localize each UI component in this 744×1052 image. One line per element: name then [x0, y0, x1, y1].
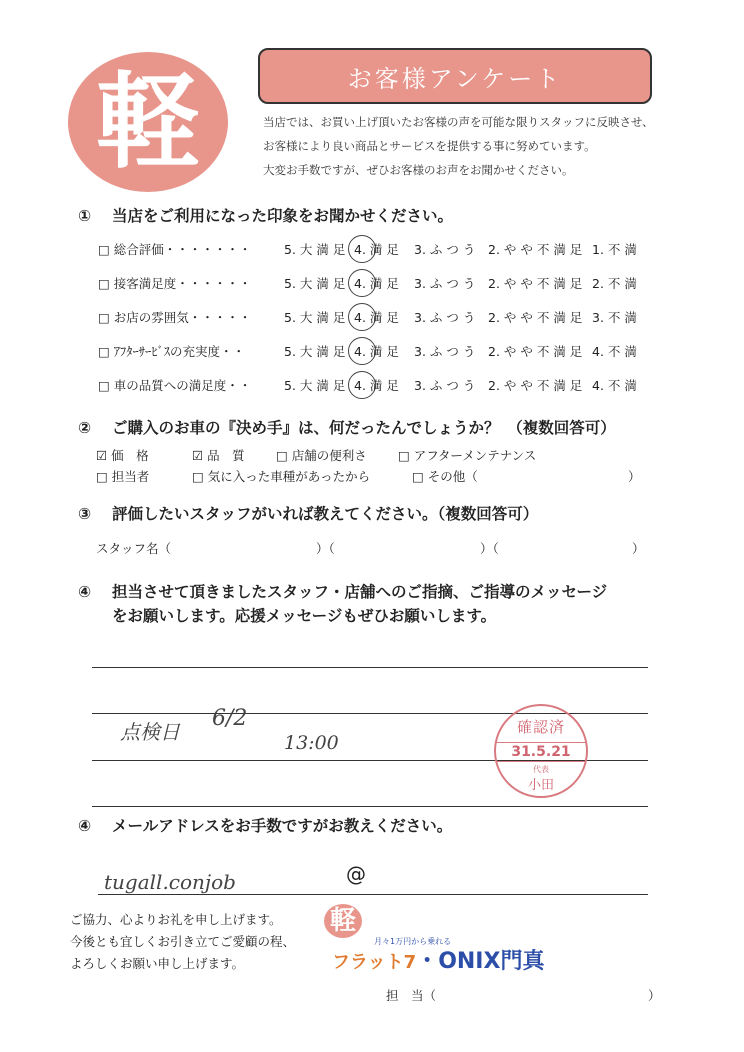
- q2-option-other[interactable]: □ その他（: [412, 469, 478, 484]
- q5-heading: ④ メールアドレスをお手数ですがお教えください。: [78, 817, 453, 835]
- brand-kei-logo: 軽: [324, 904, 362, 938]
- q2-option-price[interactable]: ☑ 価 格: [96, 448, 149, 463]
- q4-heading-line-2: をお願いします。応援メッセージもぜひお願いします。: [112, 607, 497, 625]
- rating-label: □ ｱﾌﾀｰｻｰﾋﾞｽの充実度・・: [98, 344, 246, 359]
- selected-circle-mark: [348, 337, 376, 365]
- tantou-close: ）: [648, 988, 661, 1003]
- tantou-label: 担 当（: [386, 988, 437, 1003]
- staff-name-separator-2: ）（: [480, 541, 499, 556]
- brand-tagline: 月々1万円から乗れる: [374, 937, 452, 946]
- q1-heading: ① 当店をご利用になった印象をお聞かせください。: [78, 207, 454, 225]
- option-dissatisfied[interactable]: 1. 不 満: [592, 242, 637, 257]
- q4-heading: ④ 担当させて頂きましたスタッフ・店舗へのご指摘、ご指導のメッセージ: [78, 583, 608, 601]
- option-somewhat-dissatisfied[interactable]: 2. や や 不 満 足: [488, 378, 583, 393]
- option-very-satisfied[interactable]: 5. 大 満 足: [284, 378, 346, 393]
- rating-row: [98, 308, 658, 330]
- option-dissatisfied[interactable]: 3. 不 満: [592, 310, 637, 325]
- rating-row: [98, 376, 658, 398]
- q2-other-close: ）: [628, 469, 641, 484]
- rating-label: □ 接客満足度・・・・・・: [98, 276, 252, 291]
- rating-row: [98, 342, 658, 364]
- option-neutral[interactable]: 3. ふ つ う: [414, 276, 476, 291]
- option-satisfied[interactable]: 4. 満 足: [354, 242, 399, 257]
- staff-name-separator-1: ）（: [316, 541, 335, 556]
- kei-logo: 軽: [68, 52, 228, 192]
- q2-option-car-model[interactable]: □ 気に入った車種があったから: [192, 469, 371, 484]
- q2-option-staff[interactable]: □ 担当者: [96, 469, 150, 484]
- option-dissatisfied[interactable]: 4. 不 満: [592, 344, 637, 359]
- rating-row: [98, 240, 658, 262]
- email-line[interactable]: [98, 894, 648, 895]
- option-somewhat-dissatisfied[interactable]: 2. や や 不 満 足: [488, 242, 583, 257]
- rating-row: [98, 274, 658, 296]
- option-neutral[interactable]: 3. ふ つ う: [414, 344, 476, 359]
- option-very-satisfied[interactable]: 5. 大 満 足: [284, 242, 346, 257]
- selected-circle-mark: [348, 235, 376, 263]
- option-somewhat-dissatisfied[interactable]: 2. や や 不 満 足: [488, 344, 583, 359]
- message-line-4: [92, 806, 648, 807]
- approval-stamp: 確認済 31.5.21 代表 小田: [494, 704, 588, 798]
- message-line-1: [92, 667, 648, 668]
- option-satisfied[interactable]: 4. 満 足: [354, 310, 399, 325]
- option-very-satisfied[interactable]: 5. 大 満 足: [284, 276, 346, 291]
- handwritten-email: tugall.conjob: [104, 870, 236, 894]
- closing-line-3: よろしくお願い申し上げます。: [70, 956, 245, 971]
- q2-option-quality[interactable]: ☑ 品 質: [192, 448, 245, 463]
- q3-heading: ③ 評価したいスタッフがいれば教えてください。（複数回答可）: [78, 505, 539, 523]
- q2-option-convenience[interactable]: □ 店舗の便利さ: [276, 448, 367, 463]
- intro-line-2: お客様により良い商品とサービスを提供する事に努めています。: [263, 139, 596, 153]
- brand-name: フラット7・ONIX門真: [332, 949, 545, 974]
- intro-line-1: 当店では、お買い上げ頂いたお客様の声を可能な限りスタッフに反映させ、: [263, 115, 654, 129]
- option-dissatisfied[interactable]: 4. 不 満: [592, 378, 637, 393]
- at-sign: @: [346, 862, 366, 886]
- option-neutral[interactable]: 3. ふ つ う: [414, 242, 476, 257]
- page-title: お客様アンケート: [258, 48, 652, 104]
- option-somewhat-dissatisfied[interactable]: 2. や や 不 満 足: [488, 310, 583, 325]
- handwritten-date: 6/2: [212, 706, 248, 731]
- option-very-satisfied[interactable]: 5. 大 満 足: [284, 344, 346, 359]
- staff-name-close: ）: [632, 541, 645, 556]
- option-satisfied[interactable]: 4. 満 足: [354, 276, 399, 291]
- option-satisfied[interactable]: 4. 満 足: [354, 378, 399, 393]
- option-satisfied[interactable]: 4. 満 足: [354, 344, 399, 359]
- closing-line-1: ご協力、心よりお礼を申し上げます。: [70, 912, 282, 927]
- option-dissatisfied[interactable]: 2. 不 満: [592, 276, 637, 291]
- option-somewhat-dissatisfied[interactable]: 2. や や 不 満 足: [488, 276, 583, 291]
- q2-option-maintenance[interactable]: □ アフターメンテナンス: [398, 448, 537, 463]
- selected-circle-mark: [348, 371, 376, 399]
- rating-label: □ 車の品質への満足度・・: [98, 378, 252, 393]
- q2-heading: ② ご購入のお車の『決め手』は、何だったんでしょうか？ （複数回答可）: [78, 419, 616, 437]
- intro-line-3: 大変お手数ですが、ぜひお客様のお声をお聞かせください。: [263, 163, 574, 177]
- handwritten-label: 点検日: [120, 720, 180, 744]
- handwritten-time: 13:00: [284, 732, 339, 754]
- option-neutral[interactable]: 3. ふ つ う: [414, 310, 476, 325]
- selected-circle-mark: [348, 303, 376, 331]
- staff-name-label: スタッフ名（: [96, 541, 172, 556]
- closing-line-2: 今後とも宜しくお引き立てご愛顧の程、: [70, 934, 296, 949]
- option-very-satisfied[interactable]: 5. 大 満 足: [284, 310, 346, 325]
- rating-label: □ 総合評価・・・・・・・: [98, 242, 252, 257]
- option-neutral[interactable]: 3. ふ つ う: [414, 378, 476, 393]
- selected-circle-mark: [348, 269, 376, 297]
- rating-label: □ お店の雰囲気・・・・・: [98, 310, 252, 325]
